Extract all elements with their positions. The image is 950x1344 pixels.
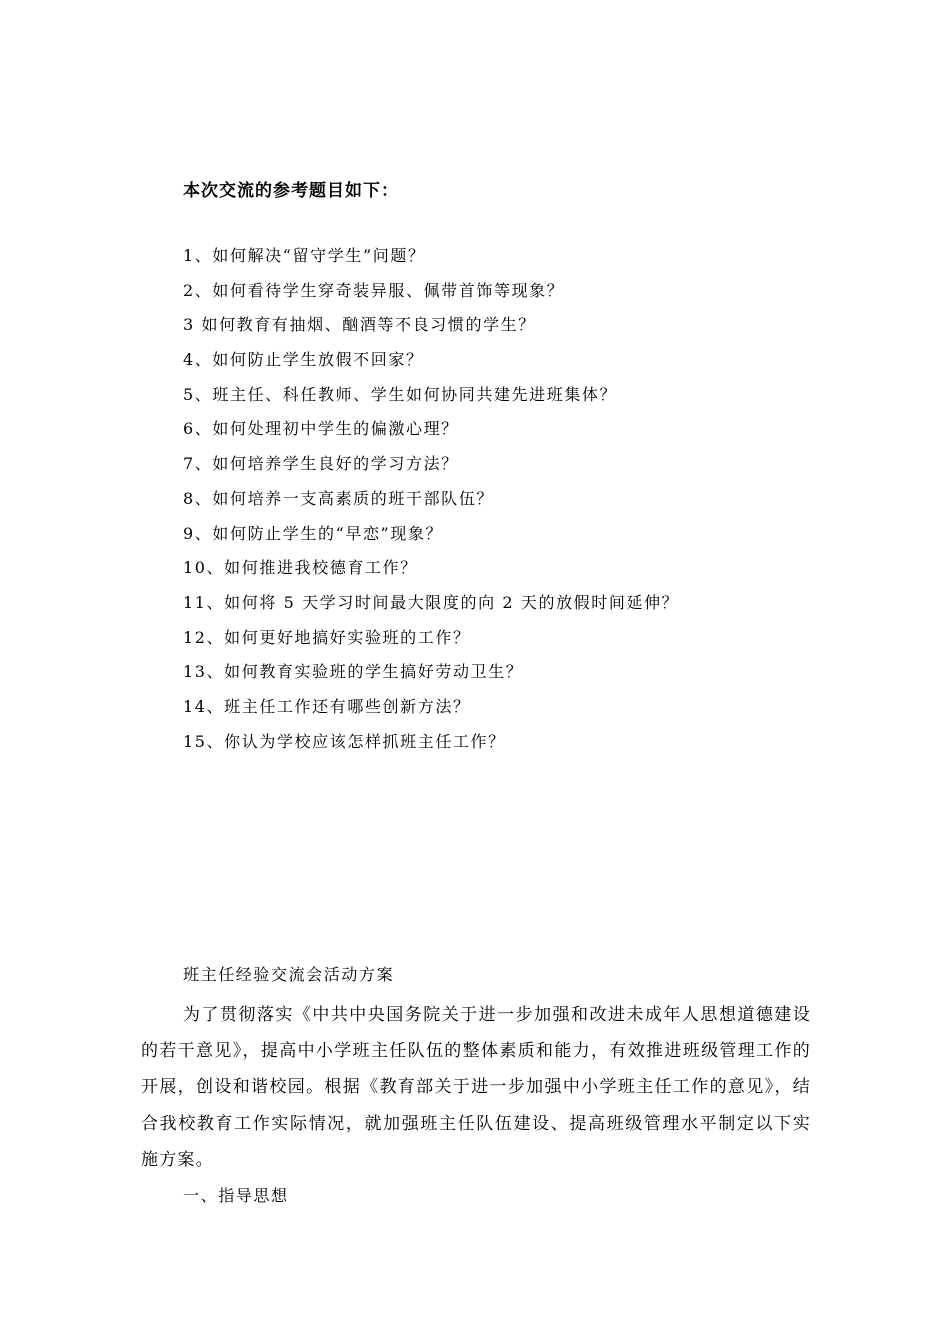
question-list: [183, 243, 679, 763]
reference-topics-heading: 本次交流的参考题目如下：: [183, 181, 399, 201]
question-item: 9、如何防止学生的“早恋”现象？: [183, 523, 444, 543]
question-item: 3 如何教育有抽烟、酗酒等不良习惯的学生？: [183, 315, 536, 335]
question-item: 8、如何培养一支高素质的班干部队伍？: [183, 488, 494, 508]
question-item: 11、如何将 5 天学习时间最大限度的向 2 天的放假时间延伸？: [183, 592, 680, 612]
intro-paragraph: 为了贯彻落实《中共中央国务院关于进一步加强和改进未成年人思想道德建设的若干意见》，提高中小学班主任队伍的整体素质和能力，有效推进班级管理工作的开展，创设和谐校园。根据《教育部关于进一步加强中小学班主任工作的意见》，结合我校教育工作实际情况，就加强班主任队伍建设、提高班级管理水平制定以下实施方案。: [141, 1005, 811, 1170]
question-item: 6、如何处理初中学生的偏激心理？: [183, 419, 459, 439]
question-item: 5、班主任、科任教师、学生如何协同共建先进班集体？: [183, 384, 618, 404]
question-item: 2、如何看待学生穿奇装异服、佩带首饰等现象？: [183, 280, 565, 300]
question-item: 7、如何培养学生良好的学习方法？: [183, 454, 459, 474]
plan-title: 班主任经验交流会活动方案: [183, 965, 395, 984]
question-item: 4、如何防止学生放假不回家？: [183, 350, 424, 370]
section-heading-guiding-thought: 一、指导思想: [183, 1186, 289, 1205]
question-item: 1、如何解决“留守学生”问题？: [183, 246, 426, 265]
question-item: 14、班主任工作还有哪些创新方法？: [183, 696, 471, 716]
question-item: 12、如何更好地搞好实验班的工作？: [183, 627, 471, 647]
question-item: 10、如何推进我校德育工作？: [183, 558, 418, 578]
question-item: 15、你认为学校应该怎样抓班主任工作？: [183, 731, 506, 751]
question-item: 13、如何教育实验班的学生搞好劳动卫生？: [183, 662, 524, 682]
